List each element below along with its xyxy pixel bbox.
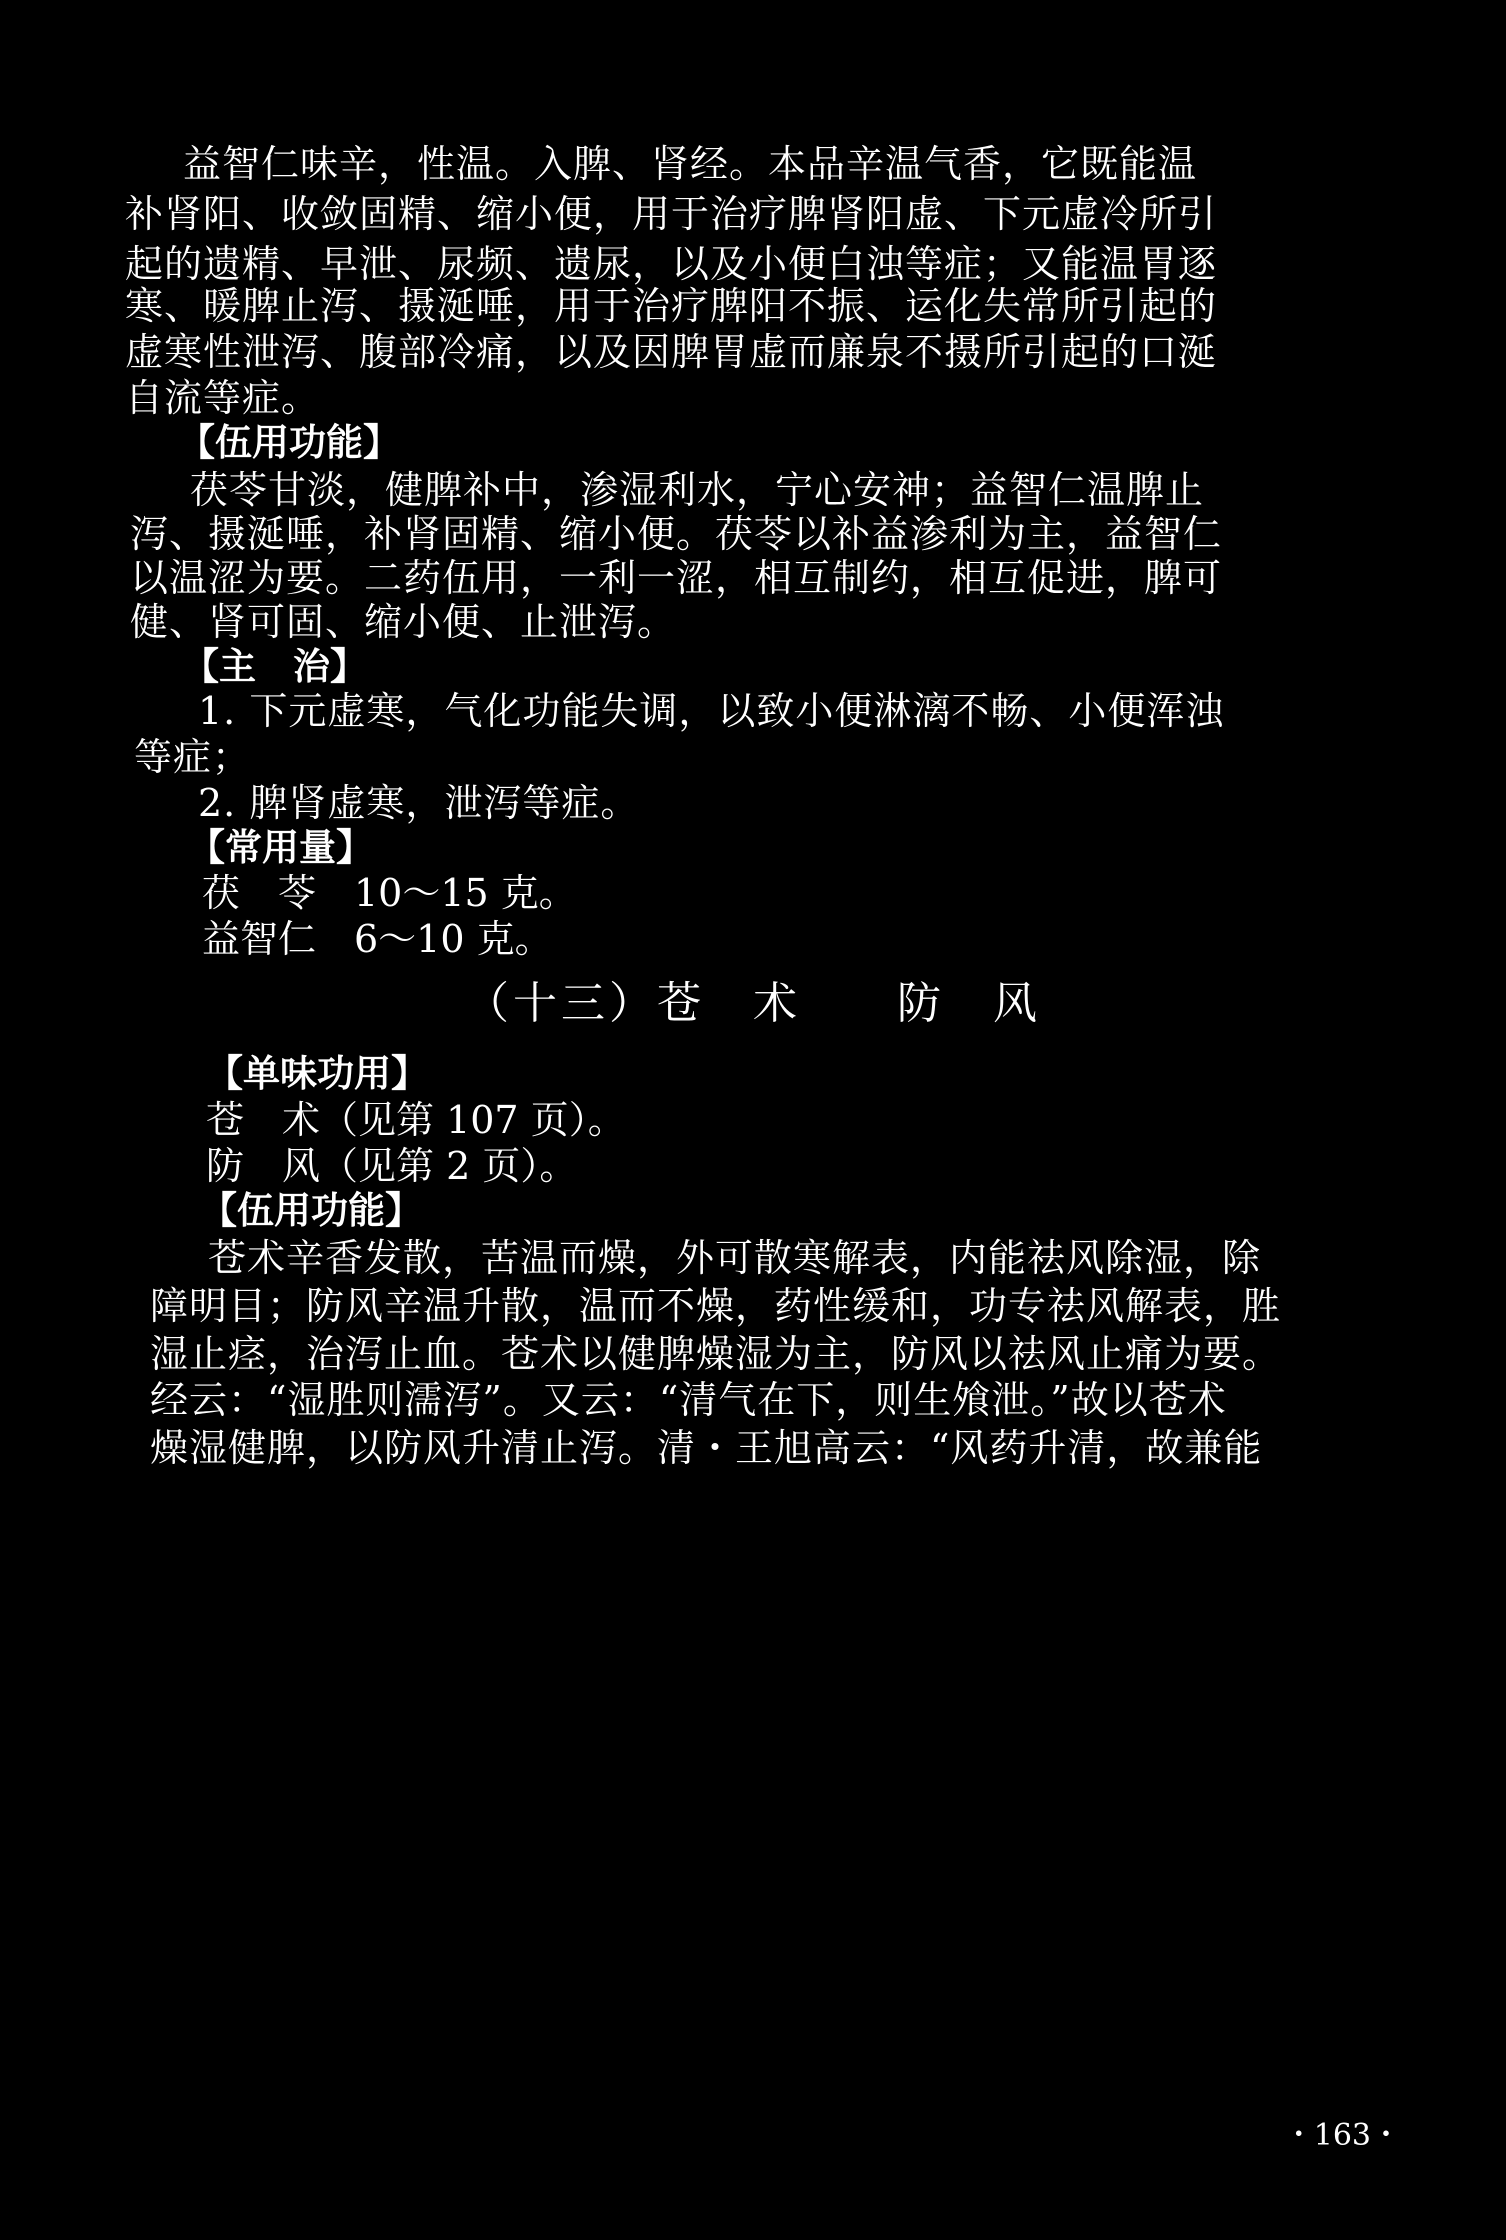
heading-dosage: 【常用量】 <box>188 826 373 869</box>
text-line: 泻、摄涎唾，补肾固精、缩小便。茯苓以补益渗利为主，益智仁 <box>130 512 1223 556</box>
heading-indications: 【主 治】 <box>182 645 367 688</box>
text-line: 障明目；防风辛温升散，温而不燥，药性缓和，功专祛风解表，胜 <box>150 1284 1282 1328</box>
text-line: 湿止痉，治泻止血。苍术以健脾燥湿为主，防风以祛风止痛为要。 <box>150 1332 1282 1376</box>
heading-pairing-function-2: 【伍用功能】 <box>200 1189 422 1232</box>
text-line: 以温涩为要。二药伍用，一利一涩，相互制约，相互促进，脾可 <box>130 556 1223 600</box>
heading-single-function: 【单味功用】 <box>206 1052 428 1095</box>
text-line: 补肾阳、收敛固精、缩小便，用于治疗脾肾阳虚、下元虚冷所引 <box>125 192 1218 236</box>
text-line: 苍术辛香发散，苦温而燥，外可散寒解表，内能祛风除湿，除 <box>208 1236 1262 1280</box>
section-title-cangzhu-fangfeng: （十三）苍 术 防 风 <box>465 978 1041 1029</box>
page-number: ・163・ <box>1283 2118 1401 2153</box>
list-item: 2. 脾肾虚寒，泄泻等症。 <box>198 781 640 825</box>
text-line: 燥湿健脾，以防风升清止泻。清・王旭高云：“风药升清，故兼能 <box>150 1426 1263 1470</box>
text-line: 茯苓甘淡，健脾补中，渗湿利水，宁心安神；益智仁温脾止 <box>190 468 1205 512</box>
text-line: 自流等症。 <box>125 376 321 420</box>
single-function-item: 苍 术（见第 107 页）。 <box>206 1098 626 1142</box>
text-line: 寒、暖脾止泻、摄涎唾，用于治疗脾阳不振、运化失常所引起的 <box>125 284 1218 328</box>
list-item: 1. 下元虚寒，气化功能失调，以致小便淋漓不畅、小便浑浊 <box>198 689 1225 733</box>
text-line: 健、肾可固、缩小便、止泄泻。 <box>130 600 677 644</box>
dosage-item: 茯 苓 10～15 克。 <box>202 871 577 915</box>
text-line: 虚寒性泄泻、腹部冷痛，以及因脾胃虚而廉泉不摄所引起的口涎 <box>125 330 1218 374</box>
text-line: 经云：“湿胜则濡泻”。又云：“清气在下，则生飧泄。”故以苍术 <box>150 1378 1227 1422</box>
heading-pairing-function: 【伍用功能】 <box>178 421 400 464</box>
text-line: 起的遗精、早泄、尿频、遗尿，以及小便白浊等症；又能温胃逐 <box>125 242 1218 286</box>
dosage-item: 益智仁 6～10 克。 <box>202 917 553 961</box>
list-item: 等症； <box>134 735 252 779</box>
single-function-item: 防 风（见第 2 页）。 <box>206 1144 578 1188</box>
text-line: 益智仁味辛，性温。入脾、肾经。本品辛温气香，它既能温 <box>183 142 1198 186</box>
